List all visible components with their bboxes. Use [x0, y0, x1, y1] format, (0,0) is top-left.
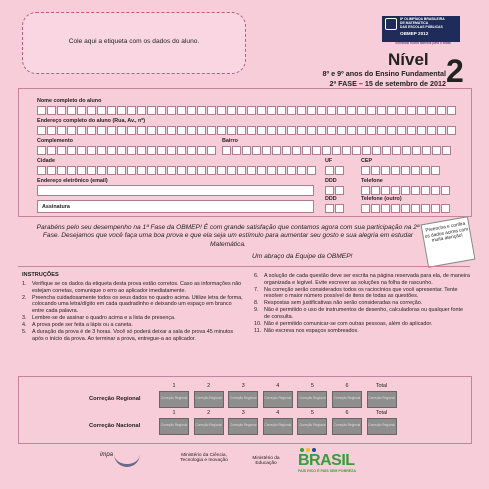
char-cell[interactable] — [352, 146, 361, 155]
char-cell[interactable] — [392, 146, 401, 155]
char-cell[interactable] — [302, 146, 311, 155]
char-cell[interactable] — [57, 106, 66, 115]
char-cell[interactable] — [337, 126, 346, 135]
mec-logo-text: Ministério da Educação — [252, 456, 280, 467]
char-cell[interactable] — [267, 106, 276, 115]
char-cell[interactable] — [362, 146, 371, 155]
char-cell[interactable] — [147, 126, 156, 135]
char-cell[interactable] — [297, 106, 306, 115]
char-cell[interactable] — [361, 204, 370, 213]
char-cell[interactable] — [167, 146, 176, 155]
char-cell[interactable] — [342, 146, 351, 155]
char-cell[interactable] — [401, 204, 410, 213]
char-cell[interactable] — [67, 166, 76, 175]
score-box: Correção Regional — [194, 391, 224, 408]
score-box: Correção Regional — [332, 418, 362, 435]
char-cell[interactable] — [217, 126, 226, 135]
check-data-sticker: Preencha e confira os dados acima com muita atenção! — [421, 216, 476, 268]
score-column-number: 1 — [172, 383, 176, 389]
char-cell[interactable] — [97, 106, 106, 115]
brasil-logo — [298, 448, 378, 474]
endereco-field[interactable] — [37, 126, 457, 135]
score-box: Correção Regional — [332, 391, 362, 408]
char-cell[interactable] — [391, 166, 400, 175]
char-cell[interactable] — [187, 166, 196, 175]
char-cell[interactable] — [217, 166, 226, 175]
char-cell[interactable] — [167, 106, 176, 115]
instruction-item: 8. Respostas sem justificativas não serão consideradas na correção. — [254, 300, 423, 307]
char-cell[interactable] — [391, 186, 400, 195]
char-cell[interactable] — [237, 166, 246, 175]
ddd2-field[interactable] — [325, 204, 345, 213]
score-box: Correção Regional — [159, 418, 189, 435]
char-cell[interactable] — [97, 166, 106, 175]
score-header-row — [159, 410, 397, 416]
score-boxes-regional — [159, 391, 397, 408]
char-cell[interactable] — [402, 146, 411, 155]
char-cell[interactable] — [177, 126, 186, 135]
char-cell[interactable] — [247, 126, 256, 135]
char-cell[interactable] — [177, 166, 186, 175]
phase-date-text: 2ª FASE – 15 de setembro de 2012 — [329, 79, 446, 88]
score-column-number: 3 — [241, 410, 245, 416]
char-cell[interactable] — [421, 166, 430, 175]
char-cell[interactable] — [437, 126, 446, 135]
char-cell[interactable] — [37, 166, 46, 175]
complemento-field[interactable] — [37, 146, 217, 155]
logo-year: OBMEP 2012 — [400, 31, 429, 36]
char-cell[interactable] — [77, 106, 86, 115]
char-cell[interactable] — [107, 146, 116, 155]
score-table — [18, 376, 472, 444]
mct-logo-text: Ministério da Ciência, Tecnologia e Inovação — [180, 453, 228, 464]
char-cell[interactable] — [197, 106, 206, 115]
char-cell[interactable] — [157, 126, 166, 135]
telefone-outro-field[interactable] — [361, 204, 451, 213]
score-box: Correção Regional — [228, 418, 258, 435]
char-cell[interactable] — [297, 126, 306, 135]
char-cell[interactable] — [432, 146, 441, 155]
score-column-number: 1 — [172, 410, 176, 416]
char-cell[interactable] — [447, 106, 456, 115]
char-cell[interactable] — [361, 186, 370, 195]
instructions-left — [22, 281, 244, 343]
instruction-item: 6. A solução de cada questão deve ser escrita na página reservada para ela, de maneira organizada e legível. Evite escrever as soluções na folha de rascunho. — [254, 273, 470, 286]
char-cell[interactable] — [87, 106, 96, 115]
cep-label: CEP — [361, 158, 373, 164]
char-cell[interactable] — [357, 106, 366, 115]
char-cell[interactable] — [197, 146, 206, 155]
score-column-number: 2 — [207, 410, 211, 416]
char-cell[interactable] — [442, 146, 451, 155]
instruction-item: 3. Lembre-se de assinar o quadro acima e a lista de presença. — [22, 314, 176, 321]
char-cell[interactable] — [297, 166, 306, 175]
char-cell[interactable] — [335, 166, 344, 175]
char-cell[interactable] — [347, 126, 356, 135]
score-box: Correção Regional — [194, 418, 224, 435]
endereco-label: Endereço completo do aluno (Rua, Av., nº) — [37, 118, 146, 124]
uf-field[interactable] — [325, 166, 345, 175]
score-column-number: 2 — [207, 383, 211, 389]
char-cell[interactable] — [127, 106, 136, 115]
char-cell[interactable] — [377, 126, 386, 135]
char-cell[interactable] — [57, 126, 66, 135]
char-cell[interactable] — [267, 166, 276, 175]
char-cell[interactable] — [262, 146, 271, 155]
instruction-item: 1. Verifique se os dados da etiqueta desta prova estão corretos. Caso as informações não estejam corretas, comunique o erro ao aplicador imediatamente. — [22, 281, 242, 294]
char-cell[interactable] — [411, 186, 420, 195]
cidade-label: Cidade — [37, 158, 55, 164]
instructions-title: INSTRUÇÕES — [22, 272, 59, 278]
char-cell[interactable] — [277, 166, 286, 175]
char-cell[interactable] — [292, 146, 301, 155]
assinatura-label: Assinatura — [42, 204, 70, 210]
char-cell[interactable] — [307, 126, 316, 135]
bairro-label: Bairro — [222, 138, 238, 144]
bairro-field[interactable] — [222, 146, 452, 155]
level-number: 2 — [446, 53, 464, 89]
char-cell[interactable] — [97, 126, 106, 135]
char-cell[interactable] — [387, 106, 396, 115]
signoff-text: Um abraço da Equipe da OBMEP! — [252, 253, 353, 260]
char-cell[interactable] — [441, 186, 450, 195]
score-column-number: 6 — [345, 410, 349, 416]
brasil-wordmark: BRASIL — [298, 452, 355, 469]
char-cell[interactable] — [207, 166, 216, 175]
label-box-text: Cole aqui a etiqueta com os dados do aluno. — [68, 38, 200, 45]
char-cell[interactable] — [67, 146, 76, 155]
char-cell[interactable] — [37, 146, 46, 155]
score-column-number: 6 — [345, 383, 349, 389]
char-cell[interactable] — [325, 204, 334, 213]
char-cell[interactable] — [117, 106, 126, 115]
char-cell[interactable] — [47, 166, 56, 175]
char-cell[interactable] — [335, 186, 344, 195]
instruction-item: 10. Não é permitido comunicar-se com outras pessoas, além do aplicador. — [254, 321, 433, 328]
score-box: Correção Regional — [297, 418, 327, 435]
char-cell[interactable] — [431, 166, 440, 175]
char-cell[interactable] — [327, 126, 336, 135]
char-cell[interactable] — [117, 166, 126, 175]
char-cell[interactable] — [147, 166, 156, 175]
impa-logo: impa — [100, 452, 140, 458]
char-cell[interactable] — [361, 166, 370, 175]
char-cell[interactable] — [391, 204, 400, 213]
char-cell[interactable] — [87, 146, 96, 155]
char-cell[interactable] — [347, 106, 356, 115]
score-column-number: 5 — [310, 383, 314, 389]
char-cell[interactable] — [187, 126, 196, 135]
telefone-label: Telefone — [361, 178, 383, 184]
char-cell[interactable] — [107, 166, 116, 175]
char-cell[interactable] — [407, 126, 416, 135]
char-cell[interactable] — [371, 166, 380, 175]
char-cell[interactable] — [127, 126, 136, 135]
char-cell[interactable] — [107, 126, 116, 135]
brasil-tagline: PAÍS RICO É PAÍS SEM POBREZA — [298, 469, 356, 473]
student-label-box — [22, 12, 246, 74]
char-cell[interactable] — [371, 204, 380, 213]
char-cell[interactable] — [187, 106, 196, 115]
score-box: Correção Regional — [263, 391, 293, 408]
char-cell[interactable] — [267, 126, 276, 135]
char-cell[interactable] — [257, 126, 266, 135]
instruction-item: 2. Preencha cuidadosamente todos os seus dados no quadro acima. Utilize letra de forma, colocando uma letra/dígito em cada quadradinho e deixando um espaço em branco entre cada palavra. — [22, 294, 243, 314]
char-cell[interactable] — [207, 126, 216, 135]
char-cell[interactable] — [67, 126, 76, 135]
cep-field[interactable] — [361, 166, 441, 175]
char-cell[interactable] — [367, 106, 376, 115]
ddd-field[interactable] — [325, 186, 345, 195]
char-cell[interactable] — [287, 126, 296, 135]
char-cell[interactable] — [252, 146, 261, 155]
congrats-message: Parabéns pelo seu desempenho na 1ª Fase da OBMEP! É com grande satisfação que contamos agora com sua participação na 2ª Fase. Desejamos que você faça uma boa prova e que ela seja um estímulo para aumentar seu gosto e sua alegria em estudar Matemática. — [36, 224, 420, 248]
score-box: Correção Regional — [367, 391, 397, 408]
char-cell[interactable] — [377, 106, 386, 115]
char-cell[interactable] — [327, 106, 336, 115]
char-cell[interactable] — [312, 146, 321, 155]
char-cell[interactable] — [447, 126, 456, 135]
char-cell[interactable] — [411, 166, 420, 175]
char-cell[interactable] — [401, 186, 410, 195]
char-cell[interactable] — [77, 126, 86, 135]
logo-tagline: Somando novos talentos para o Brasil — [395, 41, 451, 45]
char-cell[interactable] — [307, 166, 316, 175]
level-word: Nível — [388, 50, 429, 69]
cidade-field[interactable] — [37, 166, 317, 175]
char-cell[interactable] — [372, 146, 381, 155]
complemento-label: Complemento — [37, 138, 73, 144]
row-label-regional: Correção Regional — [89, 396, 141, 402]
char-cell[interactable] — [47, 106, 56, 115]
char-cell[interactable] — [87, 166, 96, 175]
char-cell[interactable] — [197, 126, 206, 135]
char-cell[interactable] — [47, 126, 56, 135]
char-cell[interactable] — [287, 166, 296, 175]
char-cell[interactable] — [381, 204, 390, 213]
row-label-nacional: Correção Nacional — [89, 423, 141, 429]
char-cell[interactable] — [117, 146, 126, 155]
char-cell[interactable] — [277, 106, 286, 115]
char-cell[interactable] — [417, 106, 426, 115]
grades-text: 8º e 9º anos do Ensino Fundamental — [322, 69, 446, 78]
char-cell[interactable] — [411, 204, 420, 213]
score-box: Correção Regional — [297, 391, 327, 408]
char-cell[interactable] — [157, 146, 166, 155]
char-cell[interactable] — [421, 204, 430, 213]
char-cell[interactable] — [77, 146, 86, 155]
char-cell[interactable] — [272, 146, 281, 155]
char-cell[interactable] — [422, 146, 431, 155]
score-box: Correção Regional — [159, 391, 189, 408]
uf-label: UF — [325, 158, 333, 164]
char-cell[interactable] — [367, 126, 376, 135]
instruction-item: 11. Não escreva nos espaços sombreados. — [254, 328, 359, 335]
char-cell[interactable] — [381, 186, 390, 195]
char-cell[interactable] — [137, 166, 146, 175]
telefone-outro-label: Telefone (outro) — [361, 196, 402, 202]
score-box: Correção Regional — [367, 418, 397, 435]
assinatura-field[interactable] — [37, 200, 314, 213]
char-cell[interactable] — [57, 166, 66, 175]
obmep-emblem-icon — [385, 18, 397, 30]
char-cell[interactable] — [167, 166, 176, 175]
char-cell[interactable] — [57, 146, 66, 155]
impa-swoosh-icon — [114, 454, 140, 467]
char-cell[interactable] — [37, 106, 46, 115]
char-cell[interactable] — [217, 106, 226, 115]
char-cell[interactable] — [207, 106, 216, 115]
char-cell[interactable] — [87, 126, 96, 135]
char-cell[interactable] — [437, 106, 446, 115]
char-cell[interactable] — [127, 166, 136, 175]
char-cell[interactable] — [147, 106, 156, 115]
char-cell[interactable] — [282, 146, 291, 155]
char-cell[interactable] — [147, 146, 156, 155]
char-cell[interactable] — [177, 106, 186, 115]
char-cell[interactable] — [257, 166, 266, 175]
divider — [18, 266, 470, 267]
nome-field[interactable] — [37, 106, 457, 115]
score-box: Correção Regional — [263, 418, 293, 435]
char-cell[interactable] — [332, 146, 341, 155]
instruction-item: 7. Na correção serão considerados todos os raciocínios que você apresentar. Tente resolver o maior número possível de itens de todas as questões. — [254, 286, 458, 300]
score-column-number: 4 — [276, 410, 280, 416]
score-boxes-nacional — [159, 418, 397, 435]
char-cell[interactable] — [37, 126, 46, 135]
instruction-item: 9. Não é permitido o uso de instrumentos de desenho, calculadoras ou qualquer fonte de consulta. — [254, 307, 463, 321]
char-cell[interactable] — [97, 146, 106, 155]
char-cell[interactable] — [232, 146, 241, 155]
char-cell[interactable] — [401, 166, 410, 175]
student-data-form — [18, 88, 472, 217]
char-cell[interactable] — [317, 106, 326, 115]
score-box: Correção Regional — [228, 391, 258, 408]
score-column-number: Total — [375, 410, 388, 416]
char-cell[interactable] — [227, 166, 236, 175]
char-cell[interactable] — [397, 126, 406, 135]
char-cell[interactable] — [337, 106, 346, 115]
char-cell[interactable] — [197, 166, 206, 175]
nome-label: Nome completo do aluno — [37, 98, 102, 104]
char-cell[interactable] — [127, 146, 136, 155]
char-cell[interactable] — [441, 204, 450, 213]
instruction-item: 5. A duração da prova é de 3 horas. Você só poderá deixar a sala de prova 45 minutos após o início da prova. Ao terminar a prova, entregue-a ao aplicador. — [22, 329, 234, 342]
char-cell[interactable] — [287, 106, 296, 115]
email-field[interactable] — [37, 185, 314, 196]
instructions-right — [254, 273, 470, 335]
char-cell[interactable] — [381, 166, 390, 175]
char-cell[interactable] — [431, 204, 440, 213]
char-cell[interactable] — [397, 106, 406, 115]
char-cell[interactable] — [117, 126, 126, 135]
score-column-number: 5 — [310, 410, 314, 416]
char-cell[interactable] — [325, 186, 334, 195]
char-cell[interactable] — [431, 186, 440, 195]
score-column-number: Total — [375, 383, 388, 389]
char-cell[interactable] — [247, 106, 256, 115]
char-cell[interactable] — [322, 146, 331, 155]
char-cell[interactable] — [187, 146, 196, 155]
char-cell[interactable] — [137, 146, 146, 155]
char-cell[interactable] — [427, 106, 436, 115]
obmep-logo: 8ª OLIMPÍADA BRASILEIRA DE MATEMÁTICA DAS ESCOLAS PÚBLICAS OBMEP 2012 Somando novos talentos para o Brasil — [382, 16, 458, 50]
char-cell[interactable] — [412, 146, 421, 155]
char-cell[interactable] — [307, 106, 316, 115]
score-column-number: 3 — [241, 383, 245, 389]
char-cell[interactable] — [387, 126, 396, 135]
char-cell[interactable] — [335, 204, 344, 213]
char-cell[interactable] — [277, 126, 286, 135]
char-cell[interactable] — [222, 146, 231, 155]
score-column-number: 4 — [276, 383, 280, 389]
char-cell[interactable] — [177, 146, 186, 155]
score-header-row — [159, 383, 397, 389]
char-cell[interactable] — [237, 106, 246, 115]
char-cell[interactable] — [325, 166, 334, 175]
char-cell[interactable] — [427, 126, 436, 135]
char-cell[interactable] — [417, 126, 426, 135]
char-cell[interactable] — [167, 126, 176, 135]
char-cell[interactable] — [157, 166, 166, 175]
char-cell[interactable] — [77, 166, 86, 175]
ddd2-label: DDD — [325, 196, 337, 202]
char-cell[interactable] — [371, 186, 380, 195]
char-cell[interactable] — [382, 146, 391, 155]
char-cell[interactable] — [137, 106, 146, 115]
char-cell[interactable] — [67, 106, 76, 115]
char-cell[interactable] — [242, 146, 251, 155]
ddd-label: DDD — [325, 178, 337, 184]
char-cell[interactable] — [421, 186, 430, 195]
char-cell[interactable] — [247, 166, 256, 175]
char-cell[interactable] — [107, 106, 116, 115]
char-cell[interactable] — [257, 106, 266, 115]
char-cell[interactable] — [207, 146, 216, 155]
char-cell[interactable] — [227, 106, 236, 115]
char-cell[interactable] — [137, 126, 146, 135]
char-cell[interactable] — [407, 106, 416, 115]
char-cell[interactable] — [157, 106, 166, 115]
telefone-field[interactable] — [361, 186, 451, 195]
char-cell[interactable] — [47, 146, 56, 155]
char-cell[interactable] — [317, 126, 326, 135]
email-label: Endereço eletrônico (email) — [37, 178, 108, 184]
char-cell[interactable] — [357, 126, 366, 135]
char-cell[interactable] — [237, 126, 246, 135]
instruction-item: 4. A prova pode ser feita a lápis ou a caneta. — [22, 322, 133, 329]
char-cell[interactable] — [227, 126, 236, 135]
